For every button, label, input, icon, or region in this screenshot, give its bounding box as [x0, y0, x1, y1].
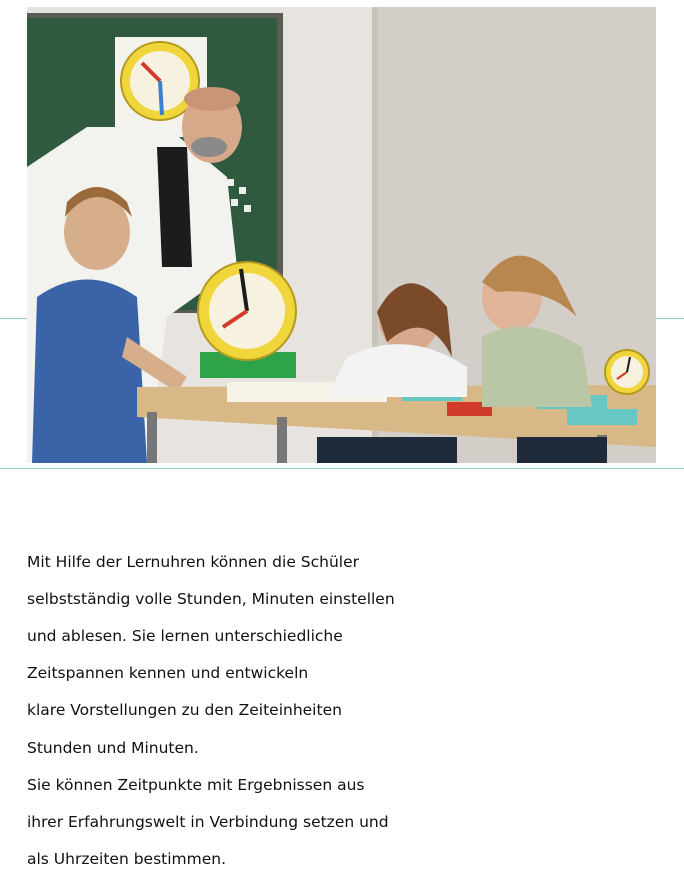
caption-line: Mit Hilfe der Lernuhren können die Schüler	[27, 552, 360, 571]
rule-right-upper	[656, 318, 684, 319]
caption-line: ihrer Erfahrungswelt in Verbindung setzen und	[27, 812, 389, 831]
rule-full-lower	[0, 468, 684, 469]
caption-line: klare Vorstellungen zu den Zeiteinheiten	[27, 701, 342, 720]
caption-line: Stunden und Minuten.	[27, 738, 199, 757]
rule-left-upper	[0, 318, 27, 319]
table-clock-small	[605, 350, 649, 394]
caption-line: als Uhrzeiten bestimmen.	[27, 850, 227, 869]
caption-line: selbstständig volle Stunden, Minuten einstellen	[27, 589, 395, 608]
caption-line: Zeitspannen kennen und entwickeln	[27, 664, 309, 683]
caption-line: und ablesen. Sie lernen unterschiedliche	[27, 626, 343, 645]
classroom-photo	[27, 7, 656, 463]
table-clock-large	[198, 262, 296, 378]
caption-text	[27, 534, 497, 887]
caption-line: Sie können Zeitpunkte mit Ergebnissen aus	[27, 775, 365, 794]
